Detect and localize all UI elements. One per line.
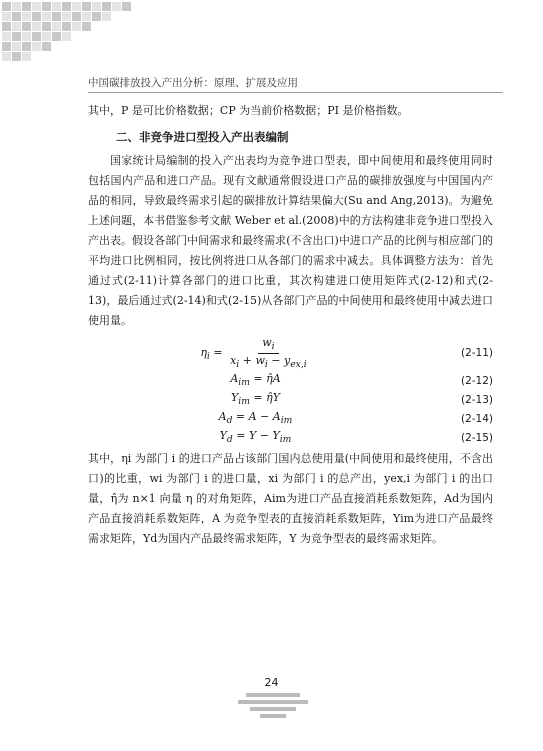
corner-square <box>72 12 81 21</box>
corner-square <box>2 2 11 11</box>
explanation-paragraph: 其中，ηi 为部门 i 的进口产品占该部门国内总使用量(中间使用和最终使用，不含出口)的比重，wi 为部门 i 的进口量，xi 为部门 i 的总产出，yex,i 为部门 i 的出口量，η̂为 n×1 向量 η 的对角矩阵，Aim为进口产品直接消耗系数矩阵，Ad为国内产品直接消耗系数矩阵，A 为竞争型表的直接消耗系数矩阵，Yim为进口产品最终需求矩阵，Yd为国内产品最终需求矩阵，Y 为竞争型表的最终需求矩阵。 <box>88 452 493 545</box>
corner-square <box>122 2 131 11</box>
corner-square <box>32 12 41 21</box>
corner-square <box>22 22 31 31</box>
equation-number: (2-13) <box>460 393 493 406</box>
corner-square <box>32 42 41 51</box>
equation-2-15 <box>88 428 493 447</box>
equation-2-12 <box>88 371 493 390</box>
corner-square <box>102 2 111 11</box>
equation-expression: $A_d = A - A_{im}$ <box>218 410 293 427</box>
equation-2-14 <box>88 409 493 428</box>
body-paragraph: 国家统计局编制的投入产出表均为竞争进口型表，即中间使用和最终使用同时包括国内产品和进口产品。现有文献通常假设进口产品的碳排放强度与中国国内产品的相同，导致最终需求引起的碳排放计算结果偏大(Su and Ang,2013)。为避免上述问题，本书借鉴参考文献 Weber et al.(2008)中的方法构建非竞争进口型投入产出表。假设各部门中间需求和最终需求(不含出口)中进口产品的比例与相应部门的平均进口比例相同，按比例将进口从各部门的需求中减去。具体调整方法为：首先通过式(2-11)计算各部门的进口比重，其次构建进口使用矩阵式(2-12)和式(2-13)，最后通过式(2-14)和式(2-15)从各部门产品的中间使用和最终使用中减去进口使用量。 <box>88 154 493 327</box>
equation-block <box>88 335 493 447</box>
header-rule <box>88 92 503 93</box>
corner-square <box>32 22 41 31</box>
equation-expression: $Y_d = Y - Y_{im}$ <box>219 429 292 446</box>
corner-square <box>42 22 51 31</box>
corner-square <box>32 32 41 41</box>
footer-decoration <box>238 693 308 723</box>
corner-square <box>82 2 91 11</box>
equation-expression: $A_{im}$ = η̂A <box>230 372 281 389</box>
running-header: 中国碳排放投入产出分析：原理、扩展及应用 <box>88 77 298 89</box>
corner-square <box>92 12 101 21</box>
corner-square <box>12 42 21 51</box>
corner-square <box>42 32 51 41</box>
corner-square <box>112 2 121 11</box>
corner-square <box>52 12 61 21</box>
corner-square <box>2 32 11 41</box>
corner-square <box>72 22 81 31</box>
corner-square <box>12 2 21 11</box>
corner-square <box>42 12 51 21</box>
equation-number: (2-12) <box>460 374 493 387</box>
corner-square <box>42 42 51 51</box>
equation-2-13 <box>88 390 493 409</box>
corner-square <box>52 32 61 41</box>
corner-square <box>22 32 31 41</box>
section-heading: 二、非竞争进口型投入产出表编制 <box>116 130 289 144</box>
corner-square <box>22 52 31 61</box>
corner-square <box>62 2 71 11</box>
equation-expression: $Y_{im}$ = η̂Y <box>231 391 280 408</box>
corner-square <box>2 42 11 51</box>
corner-square <box>22 12 31 21</box>
corner-square <box>52 2 61 11</box>
corner-square <box>42 2 51 11</box>
corner-square <box>82 12 91 21</box>
corner-square <box>12 32 21 41</box>
corner-square <box>62 12 71 21</box>
page-content <box>88 101 493 549</box>
corner-square <box>52 22 61 31</box>
corner-square <box>72 2 81 11</box>
corner-square <box>62 32 71 41</box>
corner-square <box>2 52 11 61</box>
corner-square <box>12 12 21 21</box>
equation-number: (2-14) <box>460 412 493 425</box>
equation-2-11 <box>88 335 493 371</box>
equation-number: (2-11) <box>460 347 493 359</box>
page-number: 24 <box>264 676 279 689</box>
corner-square <box>2 22 11 31</box>
corner-square <box>102 12 111 21</box>
corner-square <box>22 42 31 51</box>
corner-square <box>12 22 21 31</box>
intro-paragraph: 其中，P 是可比价格数据；CP 为当前价格数据；PI 是价格指数。 <box>88 104 409 117</box>
corner-square <box>62 22 71 31</box>
equation-expression: $\eta_i$ = $\frac{w_i}{x_i + w_i - y_{ex,i}}$ <box>200 336 307 370</box>
equation-number: (2-15) <box>460 431 493 444</box>
corner-square <box>92 2 101 11</box>
corner-square <box>12 52 21 61</box>
corner-decoration <box>0 0 140 65</box>
corner-square <box>22 2 31 11</box>
corner-square <box>2 12 11 21</box>
corner-square <box>82 22 91 31</box>
corner-square <box>32 2 41 11</box>
